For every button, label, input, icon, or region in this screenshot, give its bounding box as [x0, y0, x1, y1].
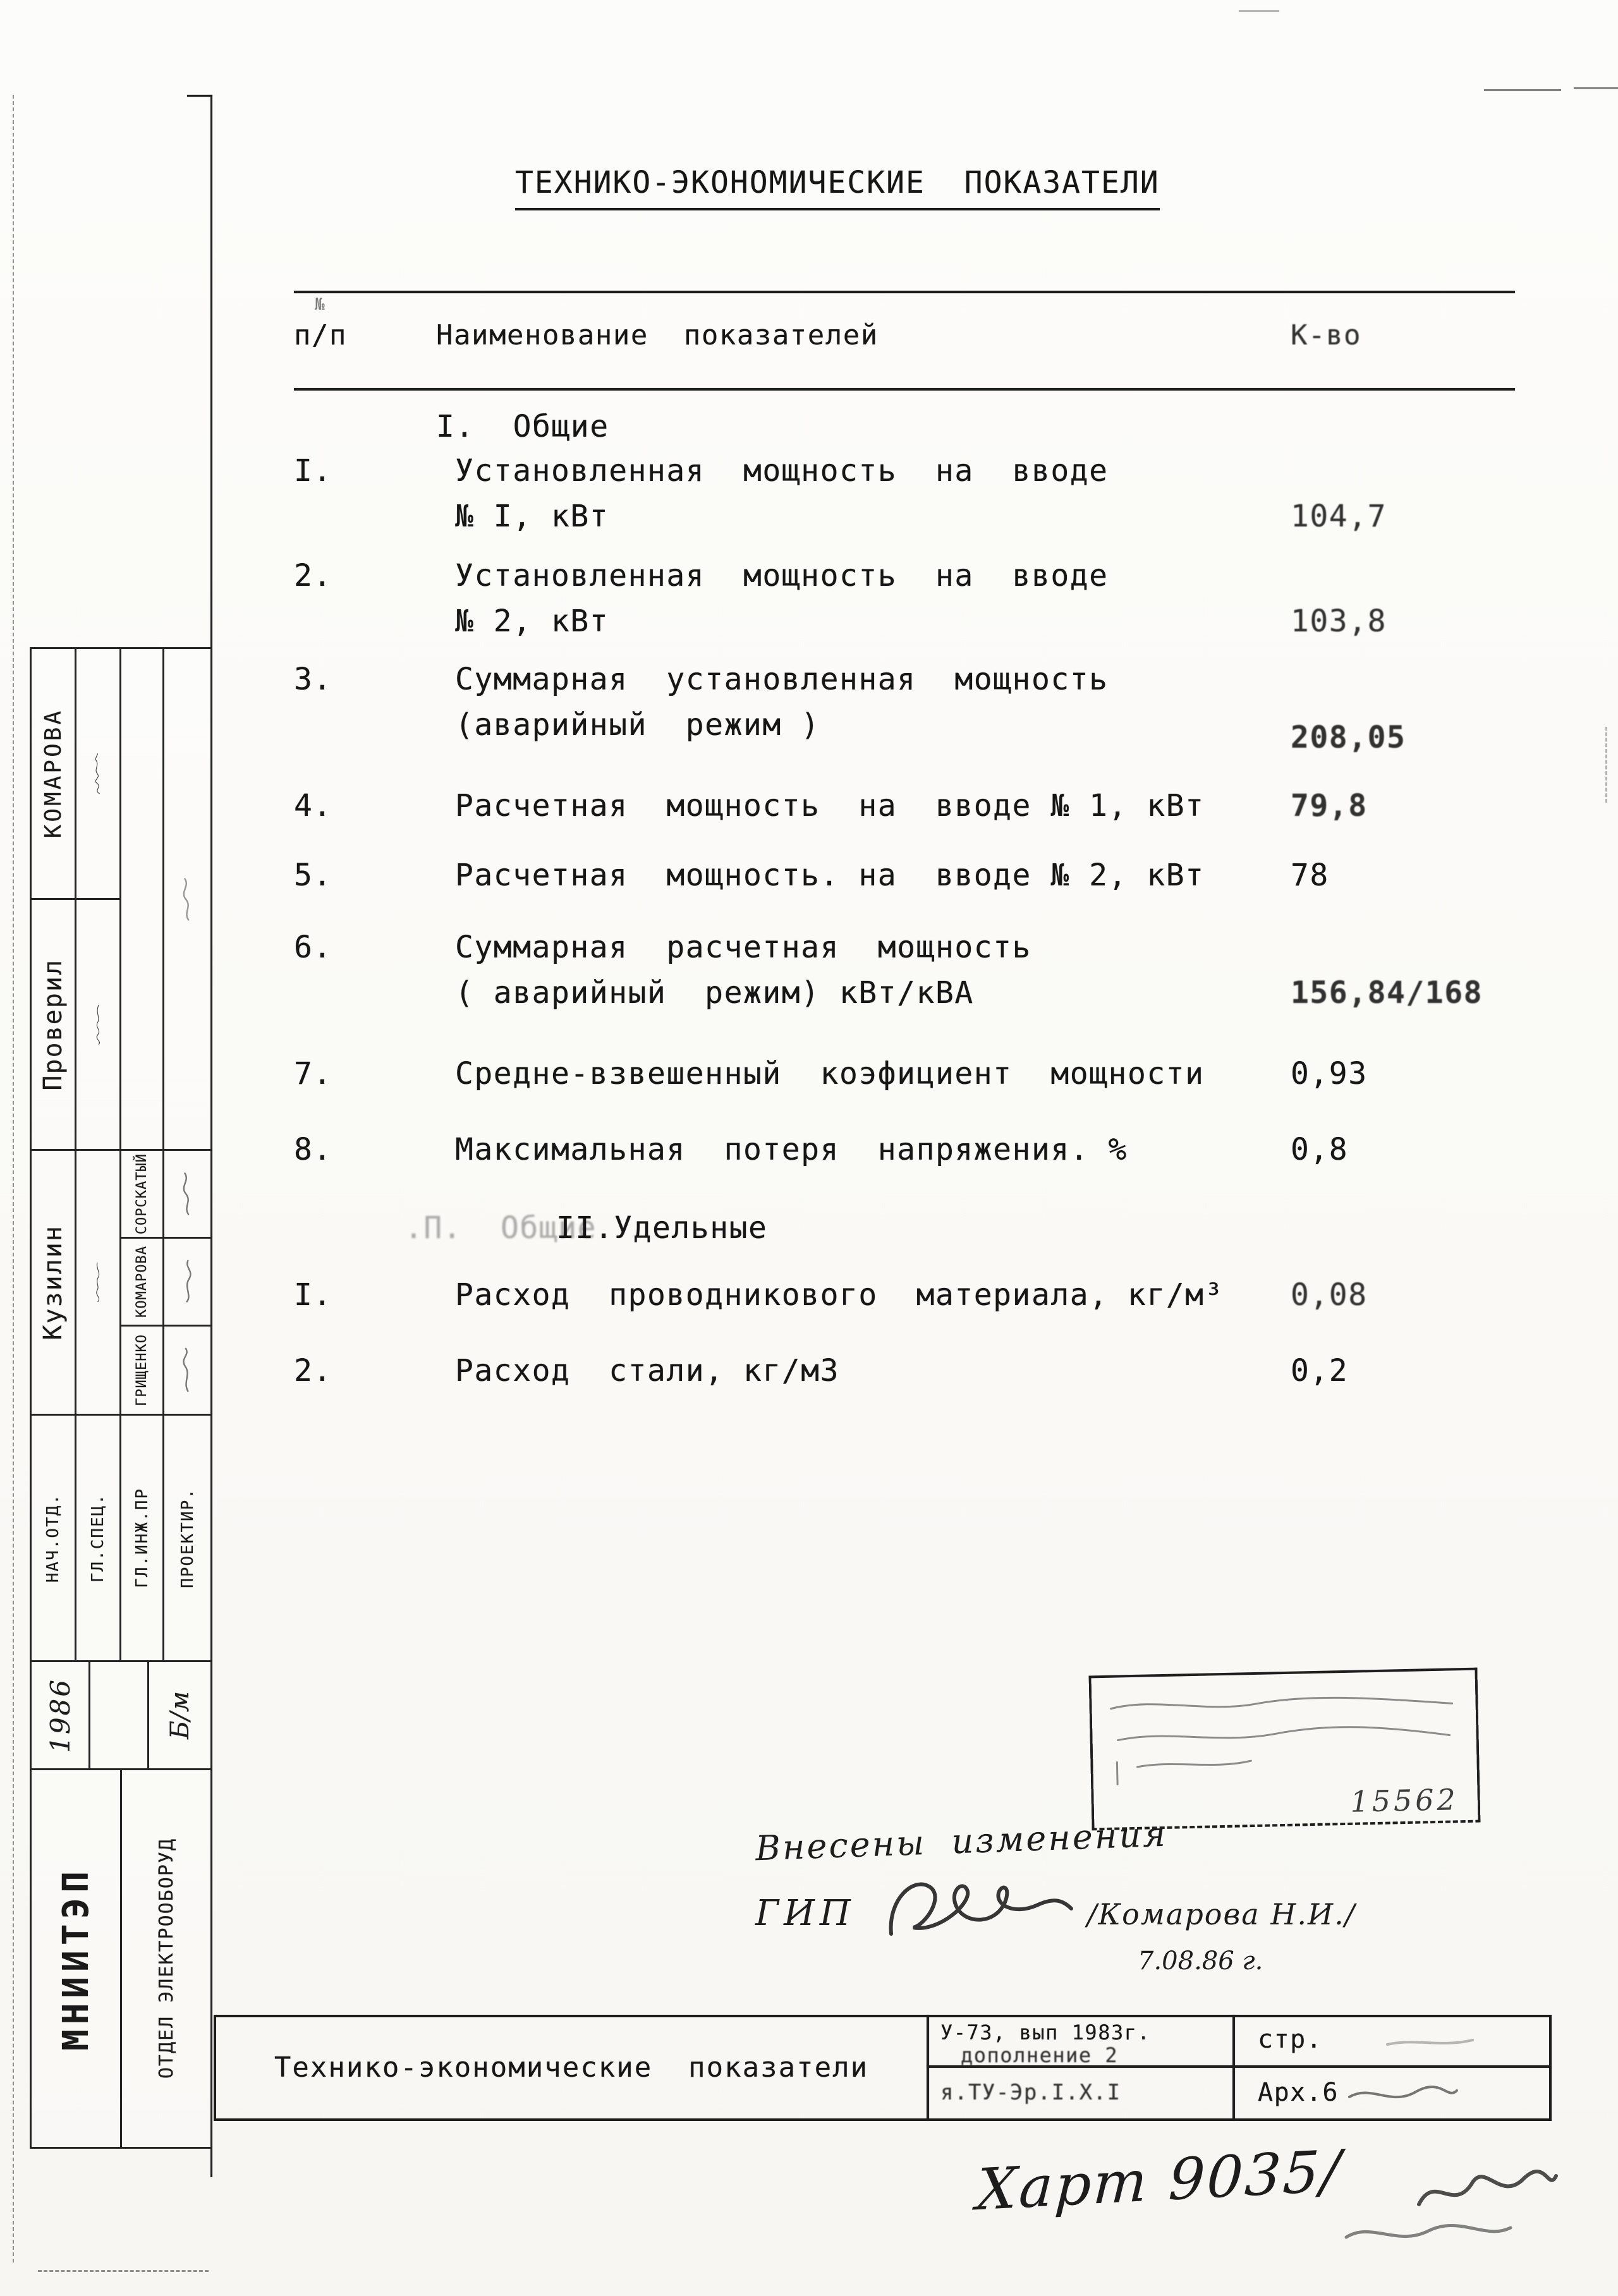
sidebar-cell-signature-1 — [75, 647, 121, 900]
organization-name: МНИИТЭП — [55, 1866, 97, 2051]
section-1-heading: I. Общие — [436, 409, 609, 444]
footer-doc-supplement: дополнение 2 — [961, 2043, 1119, 2067]
footer-title-cell — [216, 2017, 927, 2118]
header-number-symbol: № — [315, 295, 326, 314]
footer-page-label: стр. — [1258, 2025, 1323, 2054]
bottom-handwritten-note: Харт 9035/ — [975, 2137, 1344, 2224]
scan-artifact-top-line — [1484, 89, 1561, 91]
header-col-qty: К-во — [1291, 319, 1361, 351]
checked-by-label: Проверил — [39, 958, 68, 1091]
designer-name: ГРИЩЕНКО — [134, 1334, 150, 1406]
archive-number-scribble-icon — [1346, 2078, 1460, 2110]
approver-name: КОМАРОВА — [40, 708, 66, 839]
row-value: 103,8 — [1291, 604, 1387, 639]
row-text: Максимальная потеря напряжения. % — [455, 1132, 1128, 1167]
row-value: 0,8 — [1291, 1132, 1349, 1167]
year-value: 1986 — [44, 1677, 76, 1753]
role-label: НАЧ.ОТД. — [44, 1493, 63, 1583]
department-name: ОТДЕЛ ЭЛЕКТРООБОРУД — [155, 1838, 178, 2079]
gip-label: ГИП — [755, 1893, 856, 1934]
sidebar-cell-empty-1 — [119, 647, 164, 1151]
row-number: 4. — [294, 788, 332, 823]
row-text: Суммарная установленная мощность — [455, 662, 1109, 697]
sidebar-cell-scale — [147, 1660, 212, 1770]
section-2-heading: II.Удельные — [556, 1210, 768, 1246]
row-value: 208,05 — [1291, 720, 1406, 755]
sidebar-cell-role-2 — [75, 1414, 121, 1662]
row-number: I. — [294, 453, 332, 489]
changes-note: Внесены изменения — [755, 1814, 1168, 1869]
row-text-line2: № 2, кВт — [455, 604, 609, 639]
row-number: 5. — [294, 858, 332, 893]
pencil-mark-icon — [179, 876, 196, 922]
table-rule-header-bottom — [294, 388, 1515, 391]
sidebar-cell-signature-2 — [75, 898, 121, 1151]
scan-artifact-bottom-dashes — [38, 2270, 209, 2272]
row-text: Установленная мощность на вводе — [455, 453, 1109, 489]
row-text-line2: № I, кВт — [455, 499, 609, 534]
document-title: ТЕХНИКО-ЭКОНОМИЧЕСКИЕ ПОКАЗАТЕЛИ — [515, 166, 1160, 210]
row-text: Расход стали, кг/м3 — [455, 1353, 839, 1388]
row-value: 0,93 — [1291, 1056, 1368, 1091]
sidebar-cell-name-1 — [30, 647, 76, 900]
table-rule-top — [294, 291, 1515, 293]
footer-document-title: Технико-экономические показатели — [274, 2051, 869, 2084]
row-value: 79,8 — [1291, 788, 1368, 823]
row-text: Расчетная мощность на вводе № 1, кВт — [455, 788, 1205, 823]
row-text: Средне-взвешенный коэфициент мощности — [455, 1056, 1205, 1091]
date-scribble-icon — [179, 1347, 196, 1394]
scan-artifact-top-mark — [1239, 10, 1279, 12]
row-text: Установленная мощность на вводе — [455, 558, 1109, 593]
row-value: 104,7 — [1291, 499, 1387, 534]
sidebar-cell-signature-3 — [75, 1149, 121, 1416]
row-number: 2. — [294, 558, 332, 593]
row-text: Расход проводникового материала, кг/м³ — [455, 1277, 1224, 1313]
row-number: 7. — [294, 1056, 332, 1091]
row-value: 0,2 — [1291, 1353, 1349, 1388]
sidebar-cell-name-3 — [30, 1149, 76, 1416]
engineer-name: КОМАРОВА — [134, 1246, 150, 1318]
change-date: 7.08.86 г. — [1138, 1947, 1263, 1976]
row-number: I. — [294, 1277, 332, 1313]
row-number: 6. — [294, 930, 332, 965]
registration-stamp — [1089, 1668, 1481, 1831]
sidebar-cell-organization — [30, 1768, 122, 2149]
sidebar-cell-smallname-3 — [119, 1325, 164, 1416]
footer-vline-2 — [1232, 2015, 1235, 2121]
signature-icon — [75, 1261, 121, 1304]
row-text-line2: ( аварийный режим) кВт/кВА — [455, 975, 974, 1011]
row-number: 3. — [294, 662, 332, 697]
row-text: Расчетная мощность. на вводе № 2, кВт — [455, 858, 1205, 893]
approver-fullname: /Комарова Н.И./ — [1087, 1897, 1356, 1931]
specialist-name: СОРСКАТЫЙ — [134, 1153, 150, 1235]
gip-signature-icon — [879, 1864, 1081, 1953]
frame-top-tick — [187, 95, 212, 97]
row-value: 0,08 — [1291, 1277, 1368, 1313]
footer-vline-1 — [927, 2015, 929, 2121]
footer-archive-label: Арх.6 — [1258, 2078, 1339, 2107]
footer-doc-series: У-73, вып 1983г. — [940, 2020, 1151, 2044]
sidebar-cell-empty-2 — [162, 647, 212, 1151]
dept-head-name: Кузилин — [39, 1224, 68, 1340]
sidebar-cell-empty-3 — [88, 1660, 149, 1770]
role-label: ПРОЕКТИР. — [178, 1488, 197, 1588]
sidebar-cell-date-2 — [162, 1237, 212, 1327]
sidebar-cell-department — [120, 1768, 212, 2149]
sidebar-cell-name-2 — [30, 898, 76, 1151]
signature-icon — [75, 752, 121, 795]
section-2-heading-ghost: .П. Общие — [404, 1210, 597, 1246]
signature-icon — [75, 1003, 121, 1046]
sidebar-cell-date-1 — [162, 1149, 212, 1239]
bottom-scribble-icon-2 — [1340, 2212, 1517, 2256]
stamp-scribble-icon — [1098, 1679, 1473, 1788]
scan-artifact-top-line-2 — [1574, 87, 1618, 89]
footer-doc-code: я.ТУ-Эр.I.Х.I — [940, 2080, 1121, 2105]
row-value: 156,84/168 — [1291, 975, 1483, 1011]
sidebar-cell-year — [30, 1660, 90, 1770]
scale-value: Б/м — [165, 1691, 195, 1740]
row-number: 2. — [294, 1353, 332, 1388]
date-scribble-icon — [179, 1171, 196, 1217]
fold-line-left — [13, 95, 14, 2263]
role-label: ГЛ.ИНЖ.ПР — [132, 1488, 152, 1588]
sidebar-cell-role-1 — [30, 1414, 76, 1662]
row-text: Суммарная расчетная мощность — [455, 930, 1031, 965]
sidebar-cell-date-3 — [162, 1325, 212, 1416]
sidebar-cell-smallname-1 — [119, 1149, 164, 1239]
stamp-number: 15562 — [1349, 1782, 1459, 1819]
date-scribble-icon — [179, 1259, 196, 1305]
page-number-smudge-icon — [1384, 2029, 1479, 2054]
header-col-num: п/п — [294, 319, 347, 351]
role-label: ГЛ.СПЕЦ. — [88, 1493, 107, 1583]
row-number: 8. — [294, 1132, 332, 1167]
row-text-line2: (аварийный режим ) — [455, 707, 820, 743]
row-value: 78 — [1291, 858, 1329, 893]
header-col-name: Наименование показателей — [436, 319, 879, 351]
sidebar-cell-smallname-2 — [119, 1237, 164, 1327]
sidebar-cell-role-4 — [162, 1414, 212, 1662]
sidebar-cell-role-3 — [119, 1414, 164, 1662]
scan-artifact-right-dash — [1605, 727, 1607, 803]
